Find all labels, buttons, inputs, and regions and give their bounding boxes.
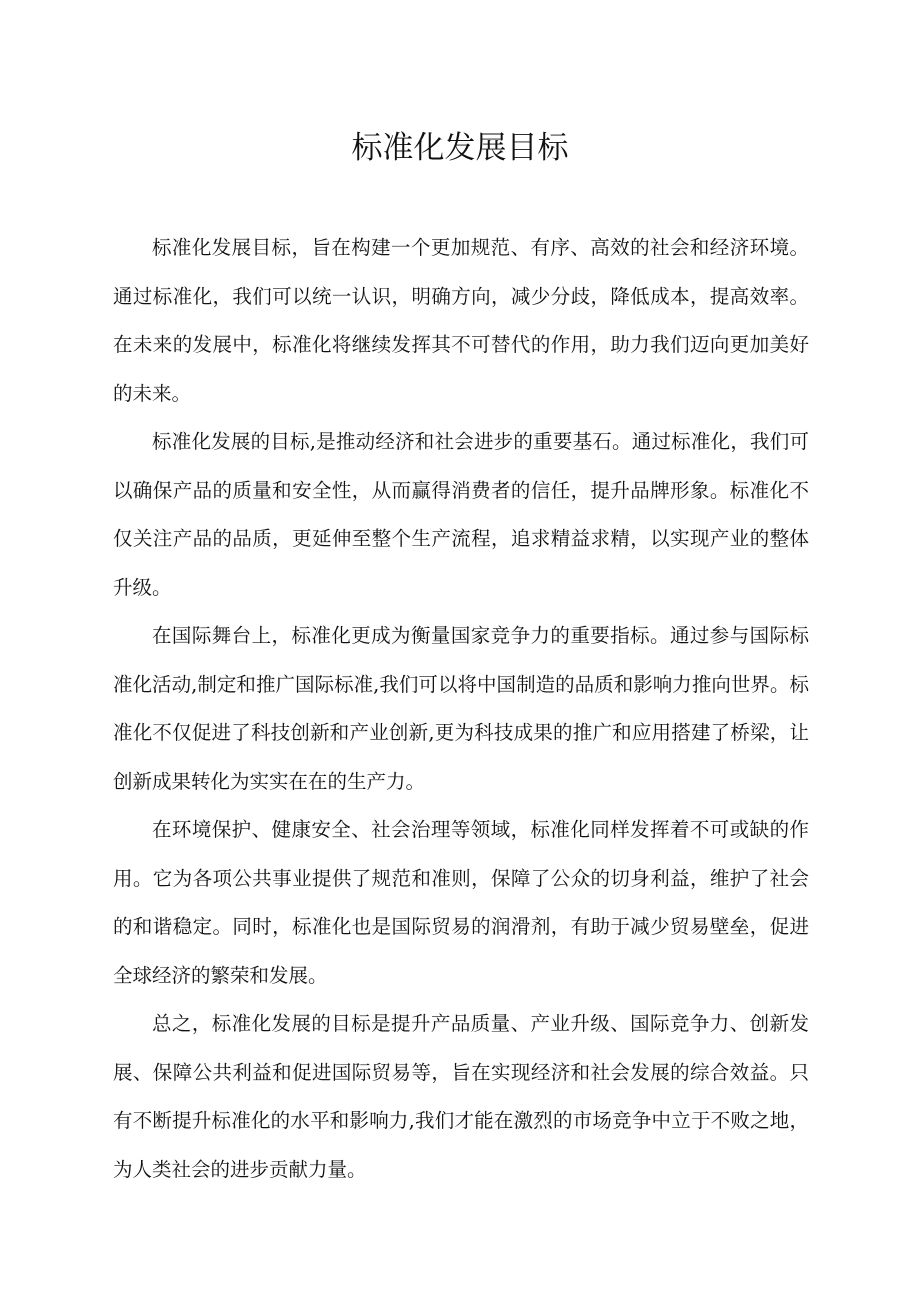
document-title: 标准化发展目标 xyxy=(351,130,569,166)
paragraph-3: 在国际舞台上，标准化更成为衡量国家竞争力的重要指标。通过参与国际标准化活动,制定和推广国际标准,我们可以将中国制造的品质和影响力推向世界。标准化不仅促进了科技创新和产业创新,更为科技成果的推广和应用搭建了桥梁，让创新成果转化为实实在在的生产力。 xyxy=(113,624,809,793)
paragraph-5: 总之，标准化发展的目标是提升产品质量、产业升级、国际竞争力、创新发展、保障公共利益和促进国际贸易等，旨在实现经济和社会发展的综合效益。只有不断提升标准化的水平和影响力,我们才能在激烈的市场竞争中立于不败之地，为人类社会的进步贡献力量。 xyxy=(113,1012,809,1181)
document-body xyxy=(113,224,809,1194)
paragraph-2: 标准化发展的目标,是推动经济和社会进步的重要基石。通过标准化，我们可以确保产品的质量和安全性，从而赢得消费者的信任，提升品牌形象。标准化不仅关注产品的品质，更延伸至整个生产流程，追求精益求精，以实现产业的整体升级。 xyxy=(113,430,809,599)
paragraph-1: 标准化发展目标，旨在构建一个更加规范、有序、高效的社会和经济环境。通过标准化，我们可以统一认识，明确方向，减少分歧，降低成本，提高效率。在未来的发展中，标准化将继续发挥其不可替代的作用，助力我们迈向更加美好的未来。 xyxy=(113,236,809,405)
paragraph-4: 在环境保护、健康安全、社会治理等领域，标准化同样发挥着不可或缺的作用。它为各项公共事业提供了规范和准则，保障了公众的切身利益，维护了社会的和谐稳定。同时，标准化也是国际贸易的润滑剂，有助于减少贸易壁垒，促进全球经济的繁荣和发展。 xyxy=(113,818,809,987)
